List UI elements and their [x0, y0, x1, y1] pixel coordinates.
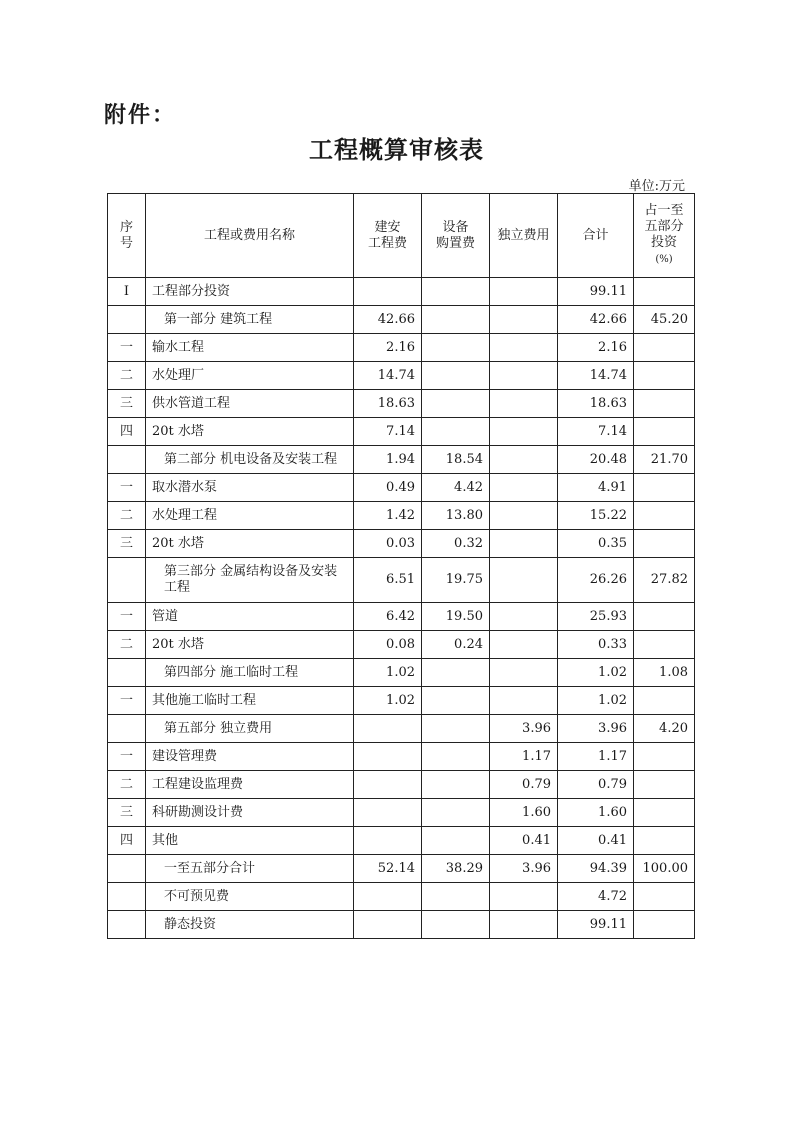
row-independent	[490, 474, 558, 502]
row-share	[634, 418, 695, 446]
row-total: 0.35	[558, 530, 634, 558]
row-equipment: 19.75	[422, 558, 490, 603]
row-seq: 三	[108, 799, 146, 827]
table-row	[108, 883, 695, 911]
row-name: 供水管道工程	[146, 390, 354, 418]
row-share	[634, 799, 695, 827]
row-total: 0.41	[558, 827, 634, 855]
row-total: 1.60	[558, 799, 634, 827]
row-construction: 7.14	[354, 418, 422, 446]
row-name: 第四部分 施工临时工程	[146, 659, 354, 687]
row-construction: 1.02	[354, 687, 422, 715]
row-seq	[108, 911, 146, 939]
row-construction: 1.02	[354, 659, 422, 687]
row-construction: 6.42	[354, 603, 422, 631]
row-equipment: 19.50	[422, 603, 490, 631]
row-share: 1.08	[634, 659, 695, 687]
row-total: 26.26	[558, 558, 634, 603]
row-equipment: 38.29	[422, 855, 490, 883]
row-name: 20t 水塔	[146, 631, 354, 659]
row-independent	[490, 883, 558, 911]
row-equipment	[422, 743, 490, 771]
row-independent: 1.60	[490, 799, 558, 827]
row-name: 建设管理费	[146, 743, 354, 771]
row-name: 不可预见费	[146, 883, 354, 911]
row-equipment: 0.32	[422, 530, 490, 558]
row-total: 14.74	[558, 362, 634, 390]
row-name: 第三部分 金属结构设备及安装工程	[146, 558, 354, 603]
row-independent	[490, 659, 558, 687]
row-seq	[108, 659, 146, 687]
row-construction: 52.14	[354, 855, 422, 883]
row-total: 0.33	[558, 631, 634, 659]
row-total: 42.66	[558, 306, 634, 334]
row-share	[634, 362, 695, 390]
header-name: 工程或费用名称	[146, 194, 354, 278]
row-name: 第五部分 独立费用	[146, 715, 354, 743]
row-construction	[354, 827, 422, 855]
row-name: 取水潜水泵	[146, 474, 354, 502]
row-seq: 一	[108, 687, 146, 715]
row-equipment	[422, 827, 490, 855]
row-total: 2.16	[558, 334, 634, 362]
row-construction: 42.66	[354, 306, 422, 334]
row-share	[634, 474, 695, 502]
row-name: 一至五部分合计	[146, 855, 354, 883]
row-name: 工程部分投资	[146, 278, 354, 306]
row-equipment	[422, 418, 490, 446]
row-construction: 0.03	[354, 530, 422, 558]
row-name: 工程建设监理费	[146, 771, 354, 799]
budget-table	[107, 193, 695, 939]
row-independent: 1.17	[490, 743, 558, 771]
row-total: 18.63	[558, 390, 634, 418]
row-independent: 3.96	[490, 855, 558, 883]
page-title: 工程概算审核表	[309, 136, 484, 164]
row-equipment: 13.80	[422, 502, 490, 530]
row-independent	[490, 603, 558, 631]
row-seq: 一	[108, 334, 146, 362]
row-equipment	[422, 278, 490, 306]
row-total: 20.48	[558, 446, 634, 474]
row-seq	[108, 715, 146, 743]
row-independent	[490, 631, 558, 659]
row-construction: 0.08	[354, 631, 422, 659]
row-share	[634, 390, 695, 418]
row-share	[634, 771, 695, 799]
table-row	[108, 558, 695, 603]
row-total: 0.79	[558, 771, 634, 799]
row-share	[634, 530, 695, 558]
row-seq	[108, 306, 146, 334]
table-row	[108, 362, 695, 390]
row-name: 管道	[146, 603, 354, 631]
row-share	[634, 278, 695, 306]
table-row	[108, 715, 695, 743]
row-share	[634, 603, 695, 631]
row-independent	[490, 502, 558, 530]
row-independent	[490, 558, 558, 603]
row-independent	[490, 390, 558, 418]
table-row	[108, 418, 695, 446]
table-row	[108, 390, 695, 418]
row-seq: 一	[108, 474, 146, 502]
row-seq: 三	[108, 530, 146, 558]
row-independent	[490, 334, 558, 362]
table-row	[108, 659, 695, 687]
row-share: 45.20	[634, 306, 695, 334]
table-row	[108, 911, 695, 939]
row-construction	[354, 911, 422, 939]
row-share	[634, 743, 695, 771]
row-name: 其他	[146, 827, 354, 855]
table-row	[108, 631, 695, 659]
row-independent	[490, 911, 558, 939]
row-equipment: 0.24	[422, 631, 490, 659]
table-row	[108, 603, 695, 631]
header-seq: 序号	[108, 194, 146, 278]
row-construction	[354, 743, 422, 771]
row-seq: 二	[108, 771, 146, 799]
row-name: 第一部分 建筑工程	[146, 306, 354, 334]
row-equipment	[422, 715, 490, 743]
row-share	[634, 911, 695, 939]
table-row	[108, 687, 695, 715]
row-total: 15.22	[558, 502, 634, 530]
row-independent	[490, 446, 558, 474]
row-construction: 1.94	[354, 446, 422, 474]
table-row	[108, 743, 695, 771]
row-total: 1.02	[558, 659, 634, 687]
row-share	[634, 502, 695, 530]
row-equipment	[422, 911, 490, 939]
header-independent: 独立费用	[490, 194, 558, 278]
row-seq: Ⅰ	[108, 278, 146, 306]
row-total: 3.96	[558, 715, 634, 743]
table-body	[108, 278, 695, 939]
row-equipment	[422, 306, 490, 334]
row-construction	[354, 771, 422, 799]
row-seq	[108, 855, 146, 883]
row-independent	[490, 530, 558, 558]
row-seq: 二	[108, 362, 146, 390]
row-total: 4.91	[558, 474, 634, 502]
row-seq: 四	[108, 418, 146, 446]
row-construction	[354, 278, 422, 306]
row-seq	[108, 883, 146, 911]
row-construction: 2.16	[354, 334, 422, 362]
row-seq: 一	[108, 603, 146, 631]
table-row	[108, 771, 695, 799]
row-share	[634, 334, 695, 362]
row-name: 其他施工临时工程	[146, 687, 354, 715]
row-independent	[490, 278, 558, 306]
row-construction: 18.63	[354, 390, 422, 418]
row-name: 输水工程	[146, 334, 354, 362]
row-equipment	[422, 659, 490, 687]
header-construction: 建安 工程费	[354, 194, 422, 278]
row-share	[634, 827, 695, 855]
row-construction	[354, 715, 422, 743]
header-total: 合计	[558, 194, 634, 278]
row-seq: 三	[108, 390, 146, 418]
row-share: 100.00	[634, 855, 695, 883]
row-seq: 一	[108, 743, 146, 771]
row-independent: 0.79	[490, 771, 558, 799]
row-construction: 14.74	[354, 362, 422, 390]
row-independent: 0.41	[490, 827, 558, 855]
table-row	[108, 502, 695, 530]
row-total: 1.17	[558, 743, 634, 771]
row-total: 99.11	[558, 911, 634, 939]
row-share	[634, 687, 695, 715]
row-name: 水处理厂	[146, 362, 354, 390]
row-seq: 二	[108, 631, 146, 659]
row-equipment: 4.42	[422, 474, 490, 502]
row-total: 94.39	[558, 855, 634, 883]
row-total: 4.72	[558, 883, 634, 911]
row-total: 25.93	[558, 603, 634, 631]
row-name: 20t 水塔	[146, 418, 354, 446]
row-equipment: 18.54	[422, 446, 490, 474]
attachment-label: 附件：	[104, 103, 177, 128]
row-share: 21.70	[634, 446, 695, 474]
table-row	[108, 334, 695, 362]
row-equipment	[422, 362, 490, 390]
row-construction	[354, 799, 422, 827]
row-name: 静态投资	[146, 911, 354, 939]
table-row	[108, 799, 695, 827]
row-construction: 1.42	[354, 502, 422, 530]
header-equipment: 设备 购置费	[422, 194, 490, 278]
table-row	[108, 827, 695, 855]
row-construction	[354, 883, 422, 911]
row-seq: 二	[108, 502, 146, 530]
row-seq	[108, 558, 146, 603]
row-total: 99.11	[558, 278, 634, 306]
row-equipment	[422, 799, 490, 827]
row-equipment	[422, 390, 490, 418]
row-name: 第二部分 机电设备及安装工程	[146, 446, 354, 474]
unit-label: 单位:万元	[628, 179, 685, 194]
row-name: 水处理工程	[146, 502, 354, 530]
row-share: 27.82	[634, 558, 695, 603]
row-share: 4.20	[634, 715, 695, 743]
table-row	[108, 474, 695, 502]
header-share: 占一至 五部分 投资 (%)	[634, 194, 695, 278]
row-total: 7.14	[558, 418, 634, 446]
row-share	[634, 883, 695, 911]
row-independent	[490, 418, 558, 446]
row-name: 科研勘测设计费	[146, 799, 354, 827]
row-share	[634, 631, 695, 659]
row-equipment	[422, 334, 490, 362]
row-independent	[490, 687, 558, 715]
row-independent	[490, 362, 558, 390]
table-row	[108, 446, 695, 474]
table-row	[108, 530, 695, 558]
row-equipment	[422, 883, 490, 911]
table-row	[108, 855, 695, 883]
row-equipment	[422, 687, 490, 715]
table-row	[108, 278, 695, 306]
row-name: 20t 水塔	[146, 530, 354, 558]
row-seq: 四	[108, 827, 146, 855]
row-construction: 0.49	[354, 474, 422, 502]
row-seq	[108, 446, 146, 474]
row-independent	[490, 306, 558, 334]
row-equipment	[422, 771, 490, 799]
row-construction: 6.51	[354, 558, 422, 603]
row-independent: 3.96	[490, 715, 558, 743]
table-header-row	[108, 194, 695, 278]
table-row	[108, 306, 695, 334]
row-total: 1.02	[558, 687, 634, 715]
